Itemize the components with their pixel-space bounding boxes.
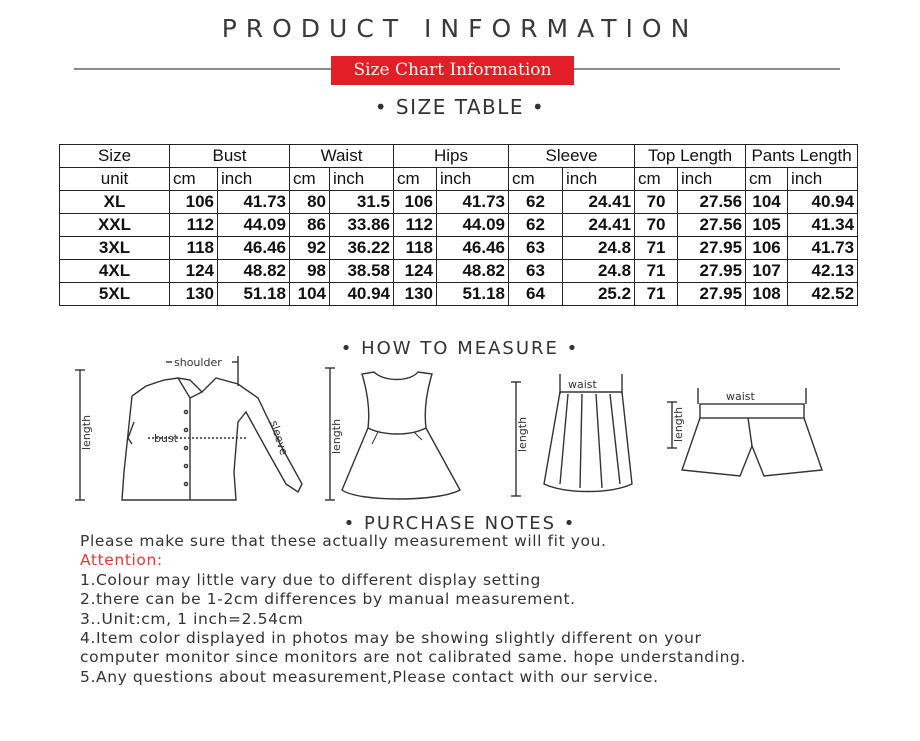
- value-cell: 46.46: [218, 237, 290, 260]
- size-table: [59, 144, 858, 306]
- value-cell: 31.5: [330, 191, 394, 214]
- value-cell: 63: [509, 260, 563, 283]
- value-cell: 130: [394, 283, 437, 306]
- note-item: 2.there can be 1-2cm differences by manual measurement.: [80, 590, 576, 609]
- value-cell: 70: [635, 214, 678, 237]
- purchase-notes: [80, 532, 880, 687]
- value-cell: 104: [746, 191, 788, 214]
- value-cell: 51.18: [218, 283, 290, 306]
- value-cell: 25.2: [563, 283, 635, 306]
- size-cell: XXL: [60, 214, 170, 237]
- table-row: [60, 214, 858, 237]
- table-row: [60, 191, 858, 214]
- header-top-length: Top Length: [635, 145, 746, 168]
- table-row: [60, 260, 858, 283]
- value-cell: 108: [746, 283, 788, 306]
- unit-label: unit: [60, 168, 170, 191]
- size-cell: 4XL: [60, 260, 170, 283]
- value-cell: 41.34: [788, 214, 858, 237]
- value-cell: 106: [746, 237, 788, 260]
- value-cell: 27.56: [678, 191, 746, 214]
- shorts-diagram: [660, 384, 830, 484]
- note-item: 4.Item color displayed in photos may be showing slightly different on your: [80, 628, 702, 647]
- unit-cell: inch: [218, 168, 290, 191]
- value-cell: 62: [509, 214, 563, 237]
- header-size: Size: [60, 145, 170, 168]
- value-cell: 64: [509, 283, 563, 306]
- value-cell: 107: [746, 260, 788, 283]
- value-cell: 105: [746, 214, 788, 237]
- unit-cell: inch: [330, 168, 394, 191]
- value-cell: 41.73: [437, 191, 509, 214]
- value-cell: 40.94: [330, 283, 394, 306]
- unit-cell: cm: [170, 168, 218, 191]
- page-title: PRODUCT INFORMATION: [221, 14, 699, 43]
- header-hips: Hips: [394, 145, 509, 168]
- unit-cell: inch: [437, 168, 509, 191]
- value-cell: 63: [509, 237, 563, 260]
- waist-label: waist: [568, 378, 597, 391]
- shoulder-label: shoulder: [174, 356, 222, 369]
- table-unit-row: [60, 168, 858, 191]
- size-cell: 5XL: [60, 283, 170, 306]
- value-cell: 44.09: [437, 214, 509, 237]
- value-cell: 40.94: [788, 191, 858, 214]
- unit-cell: cm: [746, 168, 788, 191]
- length-label: length: [80, 414, 93, 450]
- value-cell: 24.41: [563, 191, 635, 214]
- skirt-diagram: [506, 372, 636, 500]
- table-header-row: [60, 145, 858, 168]
- value-cell: 24.8: [563, 237, 635, 260]
- value-cell: 70: [635, 191, 678, 214]
- note-item: 5.Any questions about measurement,Please contact with our service.: [80, 667, 659, 686]
- unit-cell: cm: [509, 168, 563, 191]
- unit-cell: cm: [394, 168, 437, 191]
- note-item: 3..Unit:cm, 1 inch=2.54cm: [80, 609, 304, 628]
- sleeve-label: sleeve: [267, 418, 291, 457]
- header-sleeve: Sleeve: [509, 145, 635, 168]
- value-cell: 104: [290, 283, 330, 306]
- value-cell: 42.13: [788, 260, 858, 283]
- size-chart-banner: Size Chart Information: [331, 56, 574, 85]
- size-table-heading: • SIZE TABLE •: [374, 95, 546, 119]
- value-cell: 86: [290, 214, 330, 237]
- value-cell: 92: [290, 237, 330, 260]
- value-cell: 106: [394, 191, 437, 214]
- value-cell: 106: [170, 191, 218, 214]
- header-pants-length: Pants Length: [746, 145, 858, 168]
- note-item: 1.Colour may little vary due to different display setting: [80, 570, 541, 589]
- value-cell: 112: [394, 214, 437, 237]
- unit-cell: inch: [563, 168, 635, 191]
- value-cell: 118: [394, 237, 437, 260]
- value-cell: 41.73: [218, 191, 290, 214]
- table-row: [60, 237, 858, 260]
- unit-cell: cm: [635, 168, 678, 191]
- unit-cell: cm: [290, 168, 330, 191]
- length-label: length: [330, 418, 343, 454]
- bust-label: bust: [154, 432, 178, 445]
- notes-intro: Please make sure that these actually measurement will fit you.: [80, 532, 607, 550]
- table-row: [60, 283, 858, 306]
- value-cell: 48.82: [218, 260, 290, 283]
- value-cell: 124: [170, 260, 218, 283]
- size-cell: 3XL: [60, 237, 170, 260]
- value-cell: 71: [635, 283, 678, 306]
- value-cell: 51.18: [437, 283, 509, 306]
- value-cell: 44.09: [218, 214, 290, 237]
- value-cell: 48.82: [437, 260, 509, 283]
- header-bust: Bust: [170, 145, 290, 168]
- value-cell: 36.22: [330, 237, 394, 260]
- value-cell: 124: [394, 260, 437, 283]
- size-cell: XL: [60, 191, 170, 214]
- note-item: computer monitor since monitors are not calibrated same. hope understanding.: [80, 648, 746, 667]
- value-cell: 27.95: [678, 283, 746, 306]
- value-cell: 98: [290, 260, 330, 283]
- value-cell: 71: [635, 237, 678, 260]
- value-cell: 27.56: [678, 214, 746, 237]
- unit-cell: inch: [788, 168, 858, 191]
- value-cell: 46.46: [437, 237, 509, 260]
- shirt-diagram: [66, 352, 316, 507]
- value-cell: 62: [509, 191, 563, 214]
- value-cell: 24.41: [563, 214, 635, 237]
- value-cell: 42.52: [788, 283, 858, 306]
- header-waist: Waist: [290, 145, 394, 168]
- value-cell: 33.86: [330, 214, 394, 237]
- purchase-notes-heading: • PURCHASE NOTES •: [343, 513, 577, 534]
- how-to-measure-heading: • HOW TO MEASURE •: [340, 338, 580, 359]
- value-cell: 130: [170, 283, 218, 306]
- value-cell: 27.95: [678, 237, 746, 260]
- value-cell: 27.95: [678, 260, 746, 283]
- length-label: length: [672, 406, 685, 442]
- length-label: length: [516, 416, 529, 452]
- value-cell: 112: [170, 214, 218, 237]
- value-cell: 71: [635, 260, 678, 283]
- value-cell: 38.58: [330, 260, 394, 283]
- dress-diagram: [318, 360, 468, 505]
- value-cell: 41.73: [788, 237, 858, 260]
- unit-cell: inch: [678, 168, 746, 191]
- attention-label: Attention:: [80, 551, 163, 570]
- value-cell: 80: [290, 191, 330, 214]
- waist-label: waist: [726, 390, 755, 403]
- value-cell: 24.8: [563, 260, 635, 283]
- value-cell: 118: [170, 237, 218, 260]
